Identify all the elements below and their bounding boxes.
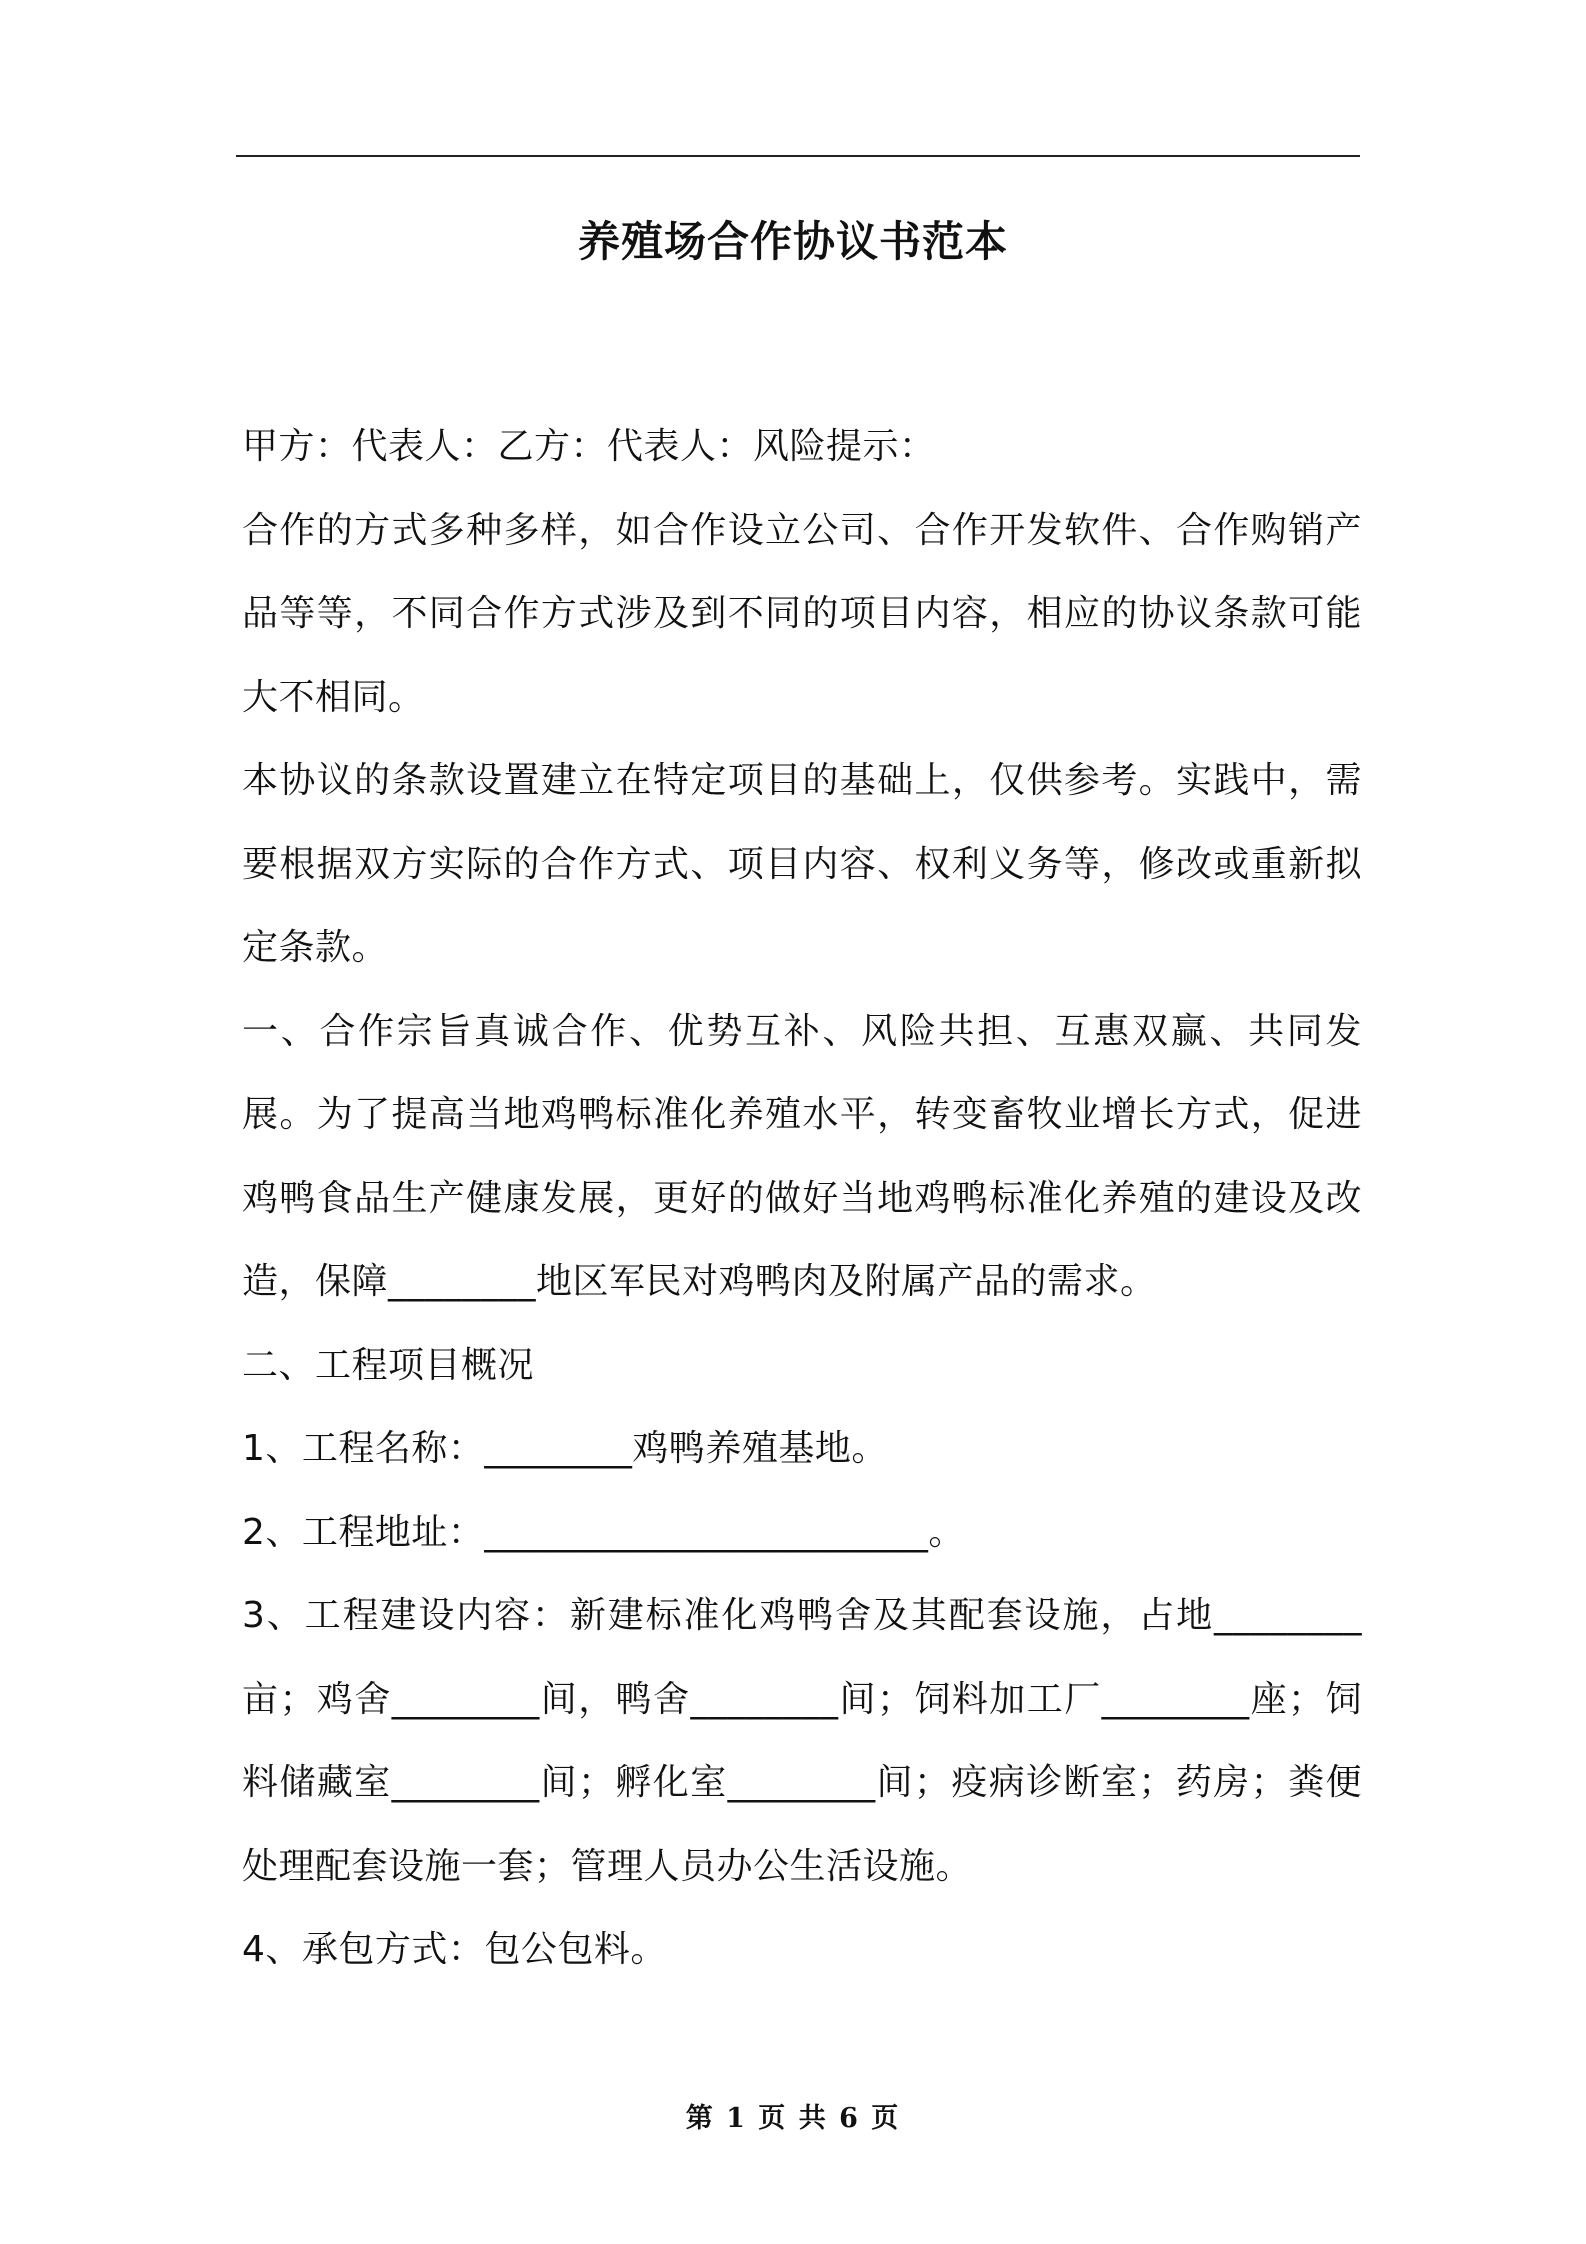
section-2-heading: 二、工程项目概况 — [242, 1344, 535, 1386]
document-title: 养殖场合作协议书范本 — [577, 217, 1008, 266]
header-rule — [236, 155, 1360, 157]
cooperation-note-paragraph: 合作的方式多种多样，如合作设立公司、合作开发软件、合作购销产品等等，不同合作方式涉及到不同的项目内容，相应的协议条款可能大不相同。 — [242, 509, 1362, 718]
item-construction-content: 3、工程建设内容：新建标准化鸡鸭舍及其配套设施，占地________亩；鸡舍________间，鸭舍________间；饲料加工厂________座；饲料储藏室________间；孵化室________间；疫病诊断室；药房；粪便处理配套设施一套；管理人员办公生活设施。 — [242, 1595, 1362, 1887]
item-project-address: 2、工程地址：________________________。 — [242, 1511, 965, 1553]
reference-note-paragraph: 本协议的条款设置建立在特定项目的基础上，仅供参考。实践中，需要根据双方实际的合作方式、项目内容、权利义务等，修改或重新拟定条款。 — [242, 760, 1362, 968]
item-contract-method: 4、承包方式：包公包料。 — [242, 1929, 667, 1970]
page-footer: 第 1 页 共 6 页 — [685, 2103, 901, 2134]
document-body — [242, 405, 1362, 1992]
section-1-purpose: 一、合作宗旨真诚合作、优势互补、风险共担、互惠双赢、共同发展。为了提高当地鸡鸭标准化养殖水平，转变畜牧业增长方式，促进鸡鸭食品生产健康发展，更好的做好当地鸡鸭标准化养殖的建设及改造，保障________地区军民对鸡鸭肉及附属产品的需求。 — [242, 1010, 1362, 1302]
item-project-name: 1、工程名称：________鸡鸭养殖基地。 — [242, 1428, 888, 1469]
parties-line: 甲方：代表人：乙方：代表人：风险提示： — [242, 426, 936, 467]
